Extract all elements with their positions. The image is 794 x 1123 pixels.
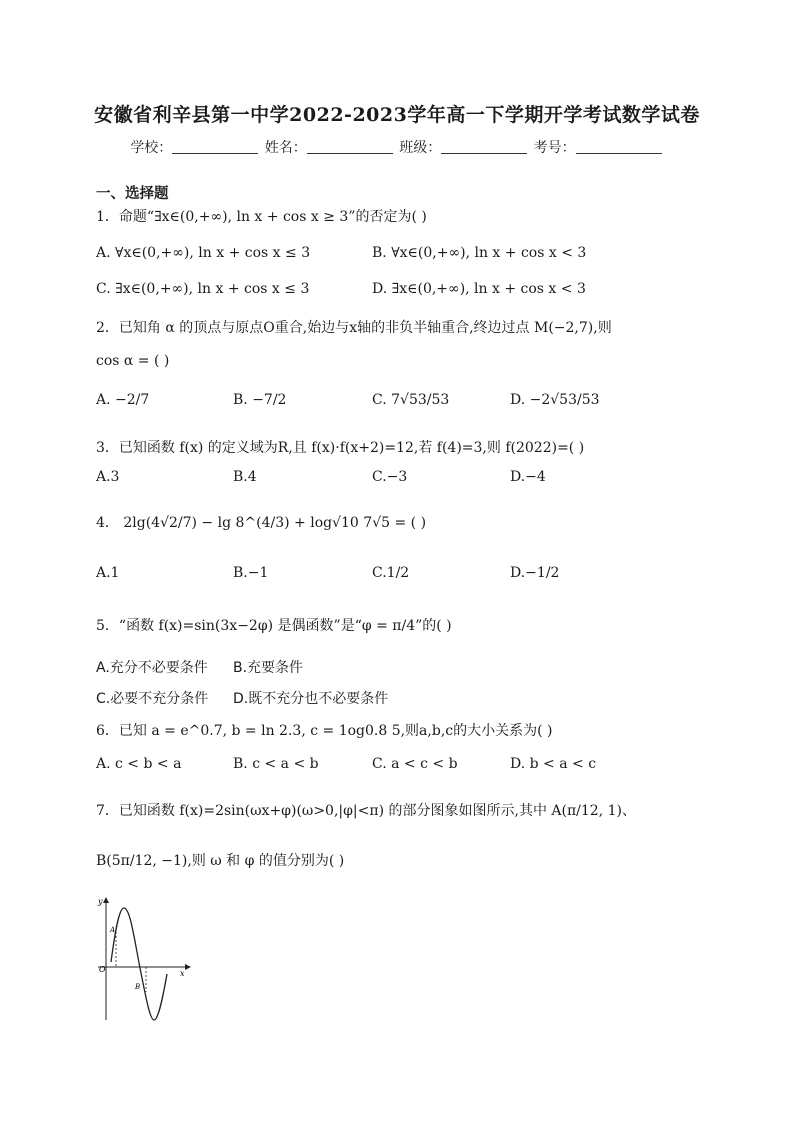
q1-option-d[interactable]: D. ∃x∈(0,+∞), ln x + cos x < 3 <box>372 281 586 297</box>
point-a-label: A <box>110 926 116 934</box>
q5-option-b[interactable]: B.充要条件 <box>233 660 304 676</box>
origin-label: O <box>99 965 106 974</box>
y-axis-label: y <box>98 897 103 906</box>
point-b-label: B <box>135 983 141 991</box>
name-label: 姓名： <box>264 140 307 156</box>
q6-option-b[interactable]: B. c < a < b <box>233 756 319 772</box>
sine-curve <box>111 908 167 1020</box>
question-3-stem: 3．已知函数 f(x) 的定义域为R,且 f(x)·f(x+2)=12,若 f(4)=3,则 f(2022)=( ) <box>96 440 585 456</box>
question-4-stem: 4． 2lg(4√2/7) − lg 8^(4/3) + log√10 7√5 = ( ) <box>96 515 427 531</box>
q2-option-d[interactable]: D. −2√53/53 <box>510 392 600 408</box>
student-info-line <box>0 137 794 157</box>
q7-sine-graph <box>90 892 200 1024</box>
q3-option-b[interactable]: B.4 <box>233 469 257 485</box>
q1-option-b[interactable]: B. ∀x∈(0,+∞), ln x + cos x < 3 <box>372 245 587 261</box>
school-blank[interactable] <box>172 139 258 154</box>
q4-option-c[interactable]: C.1/2 <box>372 565 410 581</box>
question-1-stem: 1．命题“∃x∈(0,+∞), ln x + cos x ≥ 3”的否定为( ) <box>96 209 427 225</box>
x-axis-label: x <box>180 969 185 978</box>
q4-option-a[interactable]: A.1 <box>96 565 120 581</box>
q3-option-c[interactable]: C.−3 <box>372 469 408 485</box>
q5-option-d[interactable]: D.既不充分也不必要条件 <box>233 691 389 707</box>
q3-option-d[interactable]: D.−4 <box>510 469 546 485</box>
question-5-stem: 5．“函数 f(x)=sin(3x−2φ) 是偶函数”是“φ = π/4”的( ) <box>96 618 452 634</box>
q2-option-a[interactable]: A. −2/7 <box>96 392 150 408</box>
q4-option-b[interactable]: B.−1 <box>233 565 269 581</box>
q6-option-d[interactable]: D. b < a < c <box>510 756 597 772</box>
q6-option-c[interactable]: C. a < c < b <box>372 756 458 772</box>
q6-option-a[interactable]: A. c < b < a <box>96 756 182 772</box>
question-7-stem: 7．已知函数 f(x)=2sin(ωx+φ)(ω>0,|φ|<π) 的部分图象如图所示,其中 A(π/12, 1)、 <box>96 803 636 819</box>
question-6-stem: 6．已知 a = e^0.7, b = ln 2.3, c = 1og0.8 5,则a,b,c的大小关系为( ) <box>96 723 553 739</box>
question-2-stem: 2．已知角 α 的顶点与原点O重合,始边与x轴的非负半轴重合,终边过点 M(−2,7),则 <box>96 320 612 336</box>
q1-option-c[interactable]: C. ∃x∈(0,+∞), ln x + cos x ≤ 3 <box>96 281 310 297</box>
q3-option-a[interactable]: A.3 <box>96 469 120 485</box>
class-blank[interactable] <box>441 139 527 154</box>
page-title: 安徽省利辛县第一中学2022-2023学年高一下学期开学考试数学试卷 <box>94 104 700 126</box>
q2-option-b[interactable]: B. −7/2 <box>233 392 287 408</box>
q5-option-a[interactable]: A.充分不必要条件 <box>96 660 208 676</box>
question-7-stem-cont: B(5π/12, −1),则 ω 和 φ 的值分别为( ) <box>96 853 345 869</box>
name-blank[interactable] <box>307 139 393 154</box>
q1-option-a[interactable]: A. ∀x∈(0,+∞), ln x + cos x ≤ 3 <box>96 245 311 261</box>
section-heading: 一、选择题 <box>96 186 169 202</box>
exam-number-label: 考号： <box>533 140 576 156</box>
exam-number-blank[interactable] <box>576 139 662 154</box>
class-label: 班级： <box>399 140 442 156</box>
q2-option-c[interactable]: C. 7√53/53 <box>372 392 450 408</box>
q4-option-d[interactable]: D.−1/2 <box>510 565 560 581</box>
school-label: 学校： <box>130 140 173 156</box>
question-2-stem-cont: cos α = ( ) <box>96 353 170 369</box>
q5-option-c[interactable]: C.必要不充分条件 <box>96 691 209 707</box>
